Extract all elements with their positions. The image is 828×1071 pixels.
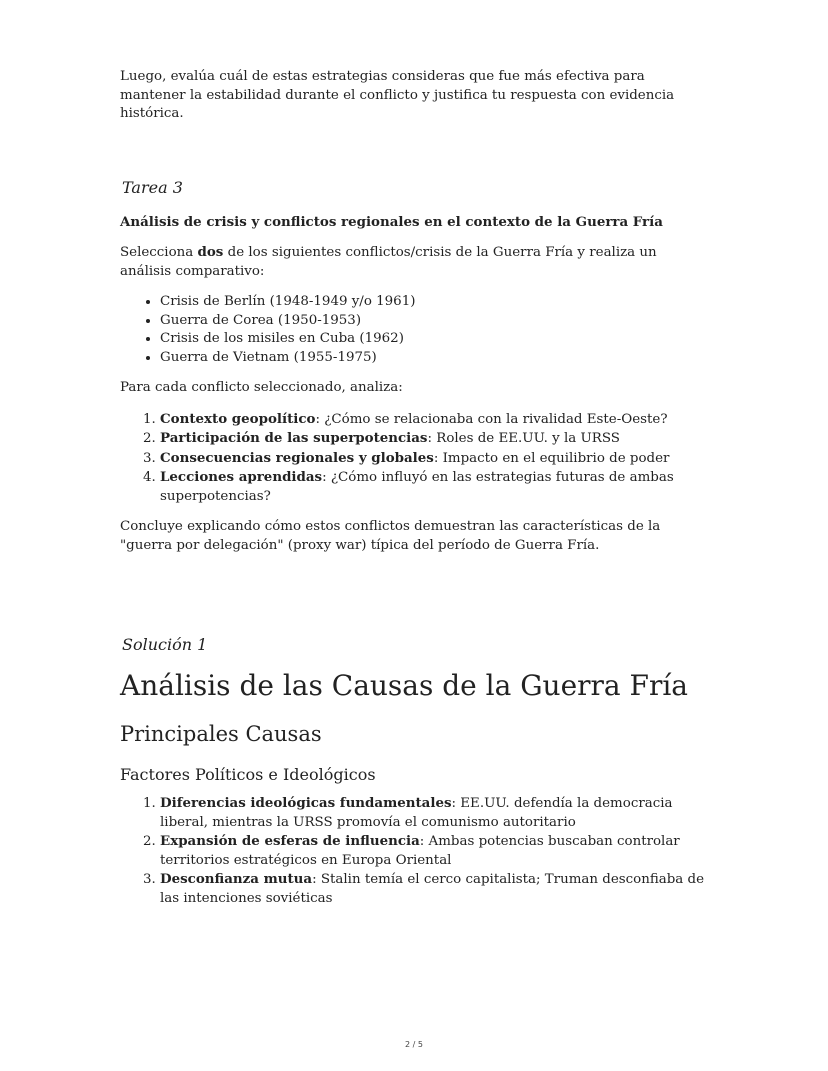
select-post: de los siguientes conflictos/crisis de la Guerra Fría y realiza un análisis comparativo: <box>120 245 657 279</box>
list-item <box>160 410 710 430</box>
causes-list <box>120 794 710 908</box>
list-item: • Crisis de los misiles en Cuba (1962) <box>160 330 710 349</box>
list-item: • Guerra de Vietnam (1955-1975) <box>160 349 710 368</box>
list-item <box>160 794 710 832</box>
cause-text: : Stalin temía el cerco capitalista; Truman desconfiaba de las intenciones soviéticas <box>160 872 705 906</box>
list-item: • Guerra de Corea (1950-1953) <box>160 312 710 331</box>
list-item <box>160 429 710 449</box>
select-bold: dos <box>197 244 224 260</box>
cause-text: : Ambas potencias buscaban controlar territorios estratégicos en Europa Oriental <box>160 834 680 868</box>
point-bold: Lecciones aprendidas <box>160 469 323 485</box>
intro-paragraph: Luego, evalúa cuál de estas estrategias consideras que fue más efectiva para mantener la estabilidad durante el conflicto y justifica tu respuesta con evidencia histórica. <box>120 69 675 121</box>
list-item: • Crisis de Berlín (1948-1949 y/o 1961) <box>160 293 710 312</box>
list-item <box>160 832 710 870</box>
cause-bold: Diferencias ideológicas fundamentales <box>160 795 452 811</box>
point-text: : Impacto en el equilibrio de poder <box>433 450 670 466</box>
list-item <box>160 468 710 506</box>
task3-heading: Análisis de crisis y conflictos regionales en el contexto de la Guerra Fría <box>120 213 663 230</box>
cause-bold: Expansión de esferas de influencia <box>160 833 420 849</box>
point-bold: Consecuencias regionales y globales <box>160 449 434 466</box>
list-item <box>160 449 710 469</box>
document-page <box>120 68 710 920</box>
point-text: : ¿Cómo influyó en las estrategias futuras de ambas superpotencias? <box>160 470 674 504</box>
list-item <box>160 870 710 908</box>
cause-bold: Desconfianza mutua <box>160 871 313 887</box>
point-text: : Roles de EE.UU. y la URSS <box>427 431 620 446</box>
point-bold: Participación de las superpotencias <box>160 430 428 446</box>
cause-text: : EE.UU. defendía la democracia liberal, mientras la URSS promovía el comunismo autoritario <box>160 796 673 830</box>
task3-conclusion: Concluye explicando cómo estos conflictos demuestran las características de la "guerra por delegación" (proxy war) típica del período de Guerra Fría. <box>120 519 661 553</box>
task3-label: Tarea 3 <box>122 177 183 197</box>
page-number: 2 / 5 <box>405 1040 423 1049</box>
point-text: : ¿Cómo se relacionaba con la rivalidad Este-Oeste? <box>315 411 668 427</box>
conflict-list <box>120 293 710 367</box>
solution1-subtitle: Principales Causas <box>120 722 322 746</box>
solution1-title: Análisis de las Causas de la Guerra Fría <box>120 669 688 702</box>
point-bold: Contexto geopolítico <box>160 410 316 427</box>
select-pre: Selecciona <box>120 245 198 260</box>
analysis-points-list <box>120 410 710 507</box>
task3-select-paragraph <box>120 243 710 281</box>
analyze-intro: Para cada conflicto seleccionado, analiza: <box>120 380 403 395</box>
solution1-label: Solución 1 <box>122 635 208 654</box>
solution1-section-heading: Factores Políticos e Ideológicos <box>120 765 376 784</box>
